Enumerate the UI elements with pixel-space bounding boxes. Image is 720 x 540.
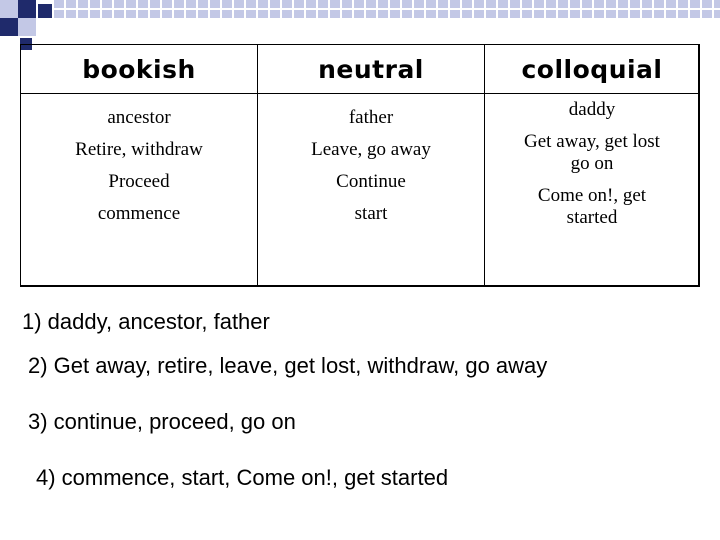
exercise-line-2: 2) Get away, retire, leave, get lost, withdraw, go away xyxy=(28,353,548,378)
decorative-checker-pattern xyxy=(0,0,720,40)
table-header-colloquial: colloquial xyxy=(485,45,699,94)
word: Proceed xyxy=(108,171,170,192)
word: Retire, withdraw xyxy=(75,139,203,160)
register-table xyxy=(20,44,700,287)
word: ancestor xyxy=(107,107,171,128)
word: Continue xyxy=(336,171,406,192)
table-cell-bookish xyxy=(21,94,257,230)
exercise-line-3: 3) continue, proceed, go on xyxy=(28,409,296,434)
table-column-colloquial xyxy=(485,45,699,285)
table-header-neutral: neutral xyxy=(258,45,484,94)
word: start xyxy=(354,203,388,224)
table-header-bookish: bookish xyxy=(21,45,257,94)
table-column-neutral xyxy=(258,45,485,285)
table-cell-colloquial xyxy=(485,94,699,229)
table-column-bookish xyxy=(21,45,258,285)
word: started xyxy=(566,207,618,228)
word: daddy xyxy=(568,99,616,120)
word: go on xyxy=(570,153,614,174)
word: father xyxy=(348,107,394,128)
exercise-line-4: 4) commence, start, Come on!, get started xyxy=(36,465,449,490)
word: Leave, go away xyxy=(311,139,431,160)
word: commence xyxy=(97,203,181,224)
word: Come on!, get xyxy=(537,185,647,206)
table-cell-neutral xyxy=(258,94,484,230)
exercise-line-1: 1) daddy, ancestor, father xyxy=(22,309,270,334)
word: Get away, get lost xyxy=(524,131,660,152)
